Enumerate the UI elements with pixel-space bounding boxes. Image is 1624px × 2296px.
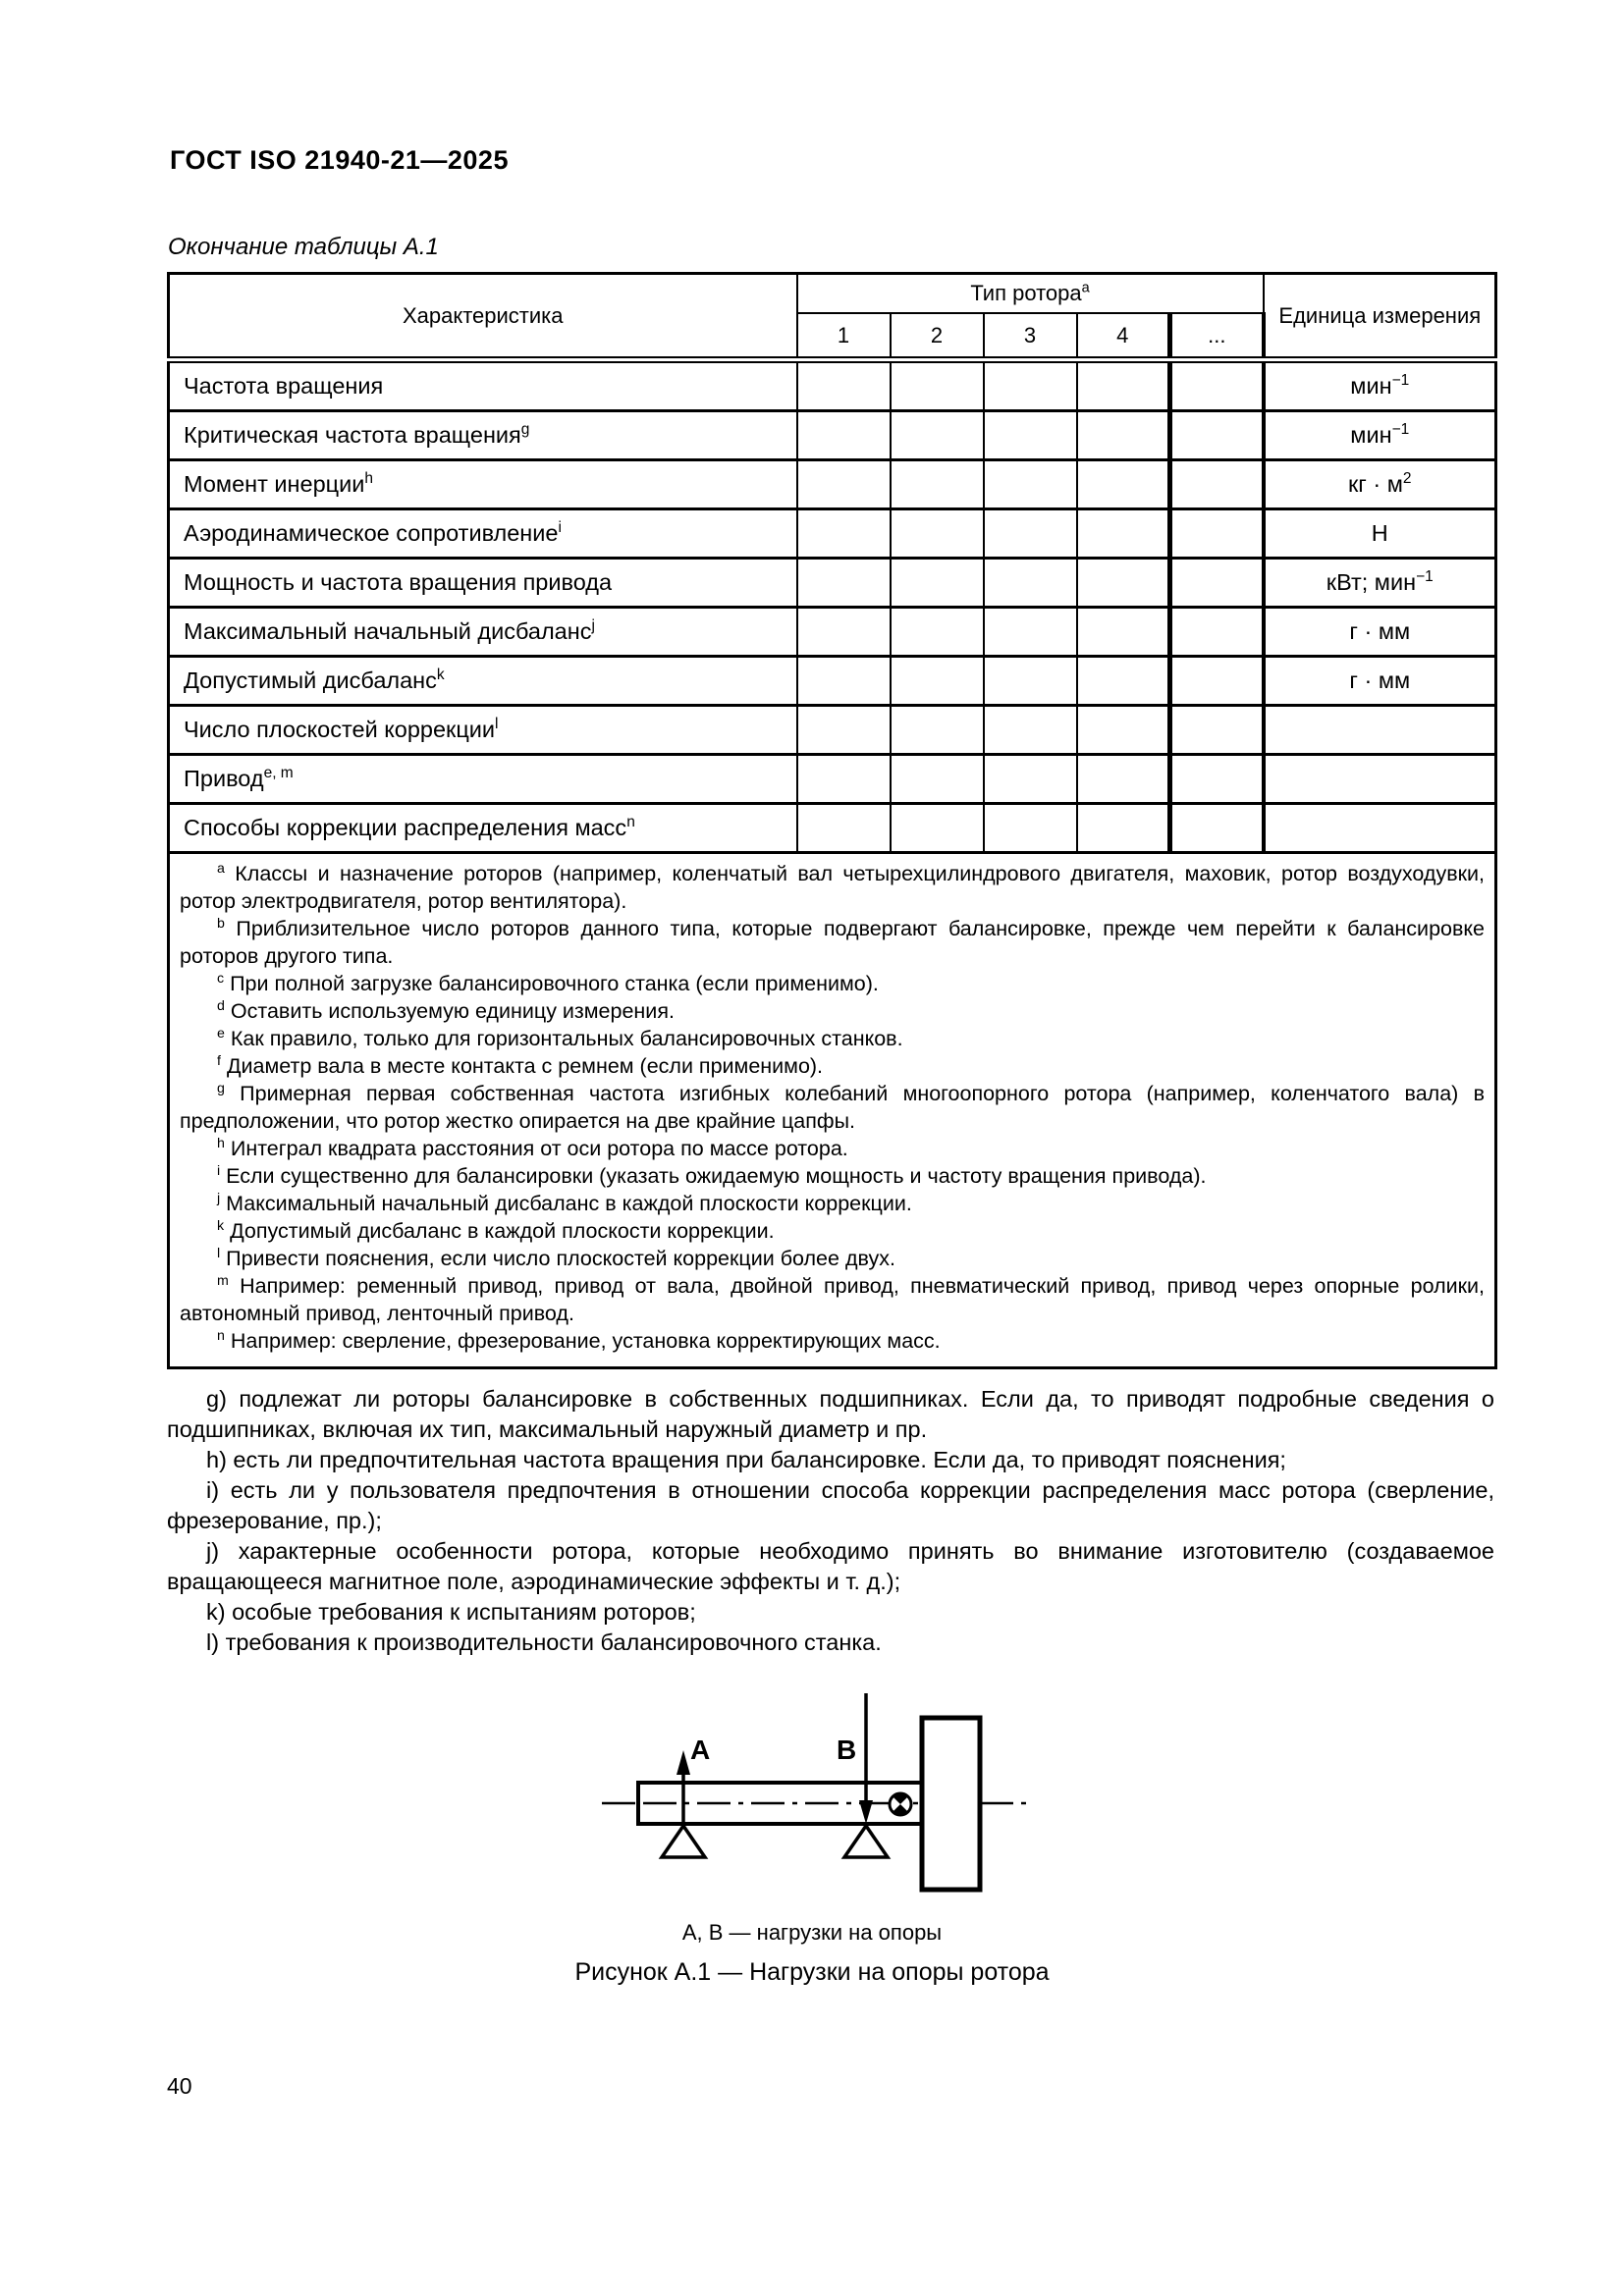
footnote-marker: m (217, 1272, 229, 1289)
unit-exponent: −1 (1391, 372, 1410, 390)
list-item-i: i) есть ли у пользователя предпочтения в отношении способа коррекции распределения масс ротора (сверление, фрезерование, пр.); (167, 1477, 1494, 1533)
col-header-unit: Единица измерения (1264, 274, 1496, 360)
row-footnote-marker: j (591, 617, 595, 635)
type-value-cell (1170, 608, 1264, 657)
footnote-marker: n (217, 1327, 225, 1344)
col-header-type-more: ... (1170, 313, 1264, 360)
list-item-k: k) особые требования к испытаниям роторов; (206, 1599, 696, 1625)
type-value-cell (1170, 360, 1264, 411)
footnote-text: Примерная первая собственная частота изгибных колебаний многоопорного ротора (например, коленчатого вала) в предположении, что ротор жестко опирается на две крайние цапфы. (180, 1082, 1486, 1133)
load-arrow-a-head (677, 1750, 690, 1775)
type-value-cell (797, 804, 891, 853)
footnote-text: Классы и назначение роторов (например, коленчатый вал четырехцилиндрового двигателя, маховик, ротор воздуходувки, ротор электродвигателя, ротор вентилятора). (180, 862, 1486, 913)
type-value-cell (797, 657, 891, 706)
row-label-text: Число плоскостей коррекции (184, 717, 496, 742)
type-value-cell (1077, 706, 1170, 755)
footnote-item (180, 997, 1485, 1025)
type-value-cell (984, 608, 1077, 657)
col-header-type-1: 1 (797, 313, 891, 360)
footnote-marker: i (217, 1162, 221, 1179)
footnote-marker: a (217, 860, 225, 877)
type-value-cell (797, 608, 891, 657)
rotor-type-text: Тип ротора (970, 281, 1082, 305)
rotor-figure-drawing (589, 1669, 1041, 1904)
type-value-cell (891, 460, 984, 509)
figure-label-a: A (690, 1735, 711, 1765)
type-value-cell (797, 360, 891, 411)
footnote-text: При полной загрузке балансировочного станка (если применимо). (230, 972, 879, 995)
row-label-text: Частота вращения (184, 373, 384, 399)
row-label (169, 360, 797, 411)
figure-legend: А, В — нагрузки на опоры (681, 1920, 943, 1945)
unit-exponent: −1 (1416, 568, 1434, 586)
row-footnote-marker: n (626, 814, 635, 831)
row-unit (1264, 360, 1496, 411)
row-unit (1264, 559, 1496, 608)
row-label-text: Способы коррекции распределения масс (184, 815, 627, 840)
unit-text: кВт; мин (1326, 569, 1417, 595)
row-footnote-marker: i (558, 519, 562, 537)
row-label-text: Привод (184, 766, 264, 791)
col-header-type-2: 2 (891, 313, 984, 360)
type-value-cell (984, 411, 1077, 460)
footnote-marker: c (217, 970, 225, 987)
footnote-text: Приблизительное число роторов данного типа, которые подвергают балансировке, прежде чем перейти к балансировке роторов другого типа. (180, 917, 1486, 968)
type-value-cell (891, 559, 984, 608)
doc-code: ГОСТ ISO 21940-21—2025 (170, 145, 509, 175)
row-label-text: Аэродинамическое сопротивление (184, 520, 559, 546)
footnote-item (180, 915, 1485, 970)
footnote-item (180, 1025, 1485, 1052)
type-value-cell (891, 608, 984, 657)
footnote-marker: f (217, 1052, 221, 1069)
row-label-text: Момент инерции (184, 471, 365, 497)
row-label-text: Максимальный начальный дисбаланс (184, 618, 592, 644)
type-value-cell (1170, 559, 1264, 608)
type-value-cell (797, 755, 891, 804)
row-unit (1264, 804, 1496, 853)
footnote-marker: g (217, 1080, 225, 1096)
type-value-cell (1170, 460, 1264, 509)
footnote-item (180, 1052, 1485, 1080)
row-unit (1264, 657, 1496, 706)
table-row (169, 411, 1496, 460)
footnotes-cell (169, 853, 1496, 1368)
type-value-cell (1170, 804, 1264, 853)
list-item-l: l) требования к производительности балансировочного станка. (206, 1629, 882, 1655)
rotor-figure (589, 1669, 1041, 1904)
unit-exponent: 2 (1402, 470, 1412, 488)
footnote-text: Например: ременный привод, привод от вала, двойной привод, пневматический привод, привод через опорные ролики, автономный привод, ленточный привод. (180, 1274, 1486, 1325)
support-triangle-a (662, 1826, 705, 1857)
footnote-item (180, 1217, 1485, 1245)
row-unit (1264, 755, 1496, 804)
table-row (169, 360, 1496, 411)
col-header-characteristic: Характеристика (169, 274, 797, 360)
type-value-cell (1077, 411, 1170, 460)
type-value-cell (891, 804, 984, 853)
type-value-cell (984, 706, 1077, 755)
type-value-cell (1077, 509, 1170, 559)
row-footnote-marker: g (520, 421, 530, 439)
row-unit (1264, 509, 1496, 559)
footnote-item (180, 1190, 1485, 1217)
type-value-cell (984, 559, 1077, 608)
type-value-cell (891, 755, 984, 804)
footnotes-row (169, 853, 1496, 1368)
characteristics-table (167, 272, 1497, 1369)
list-item-h: h) есть ли предпочтительная частота вращения при балансировке. Если да, то приводят пояснения; (206, 1447, 1286, 1472)
type-value-cell (1077, 657, 1170, 706)
type-value-cell (984, 804, 1077, 853)
figure-caption: Рисунок А.1 — Нагрузки на опоры ротора (574, 1958, 1050, 1986)
body-paragraphs (167, 1384, 1494, 1658)
footnote-marker: j (217, 1190, 221, 1206)
footnote-item (180, 1080, 1485, 1135)
footnote-item (180, 860, 1485, 915)
col-header-type-4: 4 (1077, 313, 1170, 360)
row-footnote-marker: h (364, 470, 373, 488)
row-label (169, 657, 797, 706)
type-value-cell (984, 360, 1077, 411)
footnote-marker: k (217, 1217, 225, 1234)
support-triangle-b (844, 1826, 888, 1857)
type-value-cell (1170, 657, 1264, 706)
type-value-cell (1170, 411, 1264, 460)
type-value-cell (891, 657, 984, 706)
row-label (169, 460, 797, 509)
unit-text: мин (1350, 422, 1392, 448)
type-value-cell (797, 460, 891, 509)
row-unit (1264, 460, 1496, 509)
type-value-cell (984, 509, 1077, 559)
table-continuation-label: Окончание таблицы А.1 (168, 234, 439, 260)
footnote-text: Интеграл квадрата расстояния от оси ротора по массе ротора. (230, 1137, 848, 1160)
footnote-text: Привести пояснения, если число плоскостей коррекции более двух. (226, 1247, 895, 1270)
footnote-item (180, 1245, 1485, 1272)
row-label (169, 804, 797, 853)
type-value-cell (984, 657, 1077, 706)
type-value-cell (797, 411, 891, 460)
row-label (169, 706, 797, 755)
footnote-marker: e (217, 1025, 225, 1041)
type-value-cell (891, 360, 984, 411)
type-value-cell (1077, 804, 1170, 853)
footnote-item (180, 1162, 1485, 1190)
footnote-text: Допустимый дисбаланс в каждой плоскости коррекции. (230, 1219, 775, 1243)
row-footnote-marker: l (495, 716, 499, 733)
type-value-cell (891, 411, 984, 460)
footnote-text: Оставить используемую единицу измерения. (230, 999, 675, 1023)
row-label-text: Мощность и частота вращения привода (184, 569, 613, 595)
footnote-marker: d (217, 997, 225, 1014)
rotor-disc (922, 1718, 980, 1890)
table-row (169, 755, 1496, 804)
footnote-item (180, 1272, 1485, 1327)
type-value-cell (891, 706, 984, 755)
footnote-marker: h (217, 1135, 225, 1151)
table-row (169, 657, 1496, 706)
row-label (169, 411, 797, 460)
row-label (169, 559, 797, 608)
col-header-type-3: 3 (984, 313, 1077, 360)
rotor-type-footnote-marker: a (1081, 280, 1090, 296)
row-label-text: Критическая частота вращения (184, 422, 521, 448)
unit-exponent: −1 (1391, 421, 1410, 439)
type-value-cell (797, 509, 891, 559)
figure-label-b: B (837, 1735, 857, 1765)
row-label (169, 509, 797, 559)
row-label (169, 608, 797, 657)
row-footnote-marker: e, m (263, 765, 294, 782)
row-unit (1264, 608, 1496, 657)
footnote-marker: b (217, 915, 225, 932)
type-value-cell (1077, 360, 1170, 411)
footnote-marker: l (217, 1245, 221, 1261)
row-footnote-marker: k (436, 667, 445, 684)
unit-text: мин (1350, 373, 1392, 399)
unit-text: г · мм (1349, 618, 1411, 644)
footnote-item (180, 1327, 1485, 1355)
type-value-cell (1077, 460, 1170, 509)
unit-text: Н (1371, 520, 1388, 546)
footnote-text: Например: сверление, фрезерование, установка корректирующих масс. (230, 1329, 941, 1353)
type-value-cell (984, 460, 1077, 509)
footnote-text: Если существенно для балансировки (указать ожидаемую мощность и частоту вращения привода). (226, 1164, 1207, 1188)
type-value-cell (1077, 755, 1170, 804)
table-row (169, 804, 1496, 853)
row-unit (1264, 411, 1496, 460)
footnote-item (180, 1135, 1485, 1162)
footnote-text: Как правило, только для горизонтальных балансировочных станков. (230, 1027, 903, 1050)
footnote-text: Максимальный начальный дисбаланс в каждой плоскости коррекции. (226, 1192, 912, 1215)
row-unit (1264, 706, 1496, 755)
type-value-cell (797, 706, 891, 755)
footnote-item (180, 970, 1485, 997)
type-value-cell (1170, 706, 1264, 755)
row-label-text: Допустимый дисбаланс (184, 667, 437, 693)
list-item-j: j) характерные особенности ротора, которые необходимо принять во внимание изготовителю (создаваемое вращающееся магнитное поле, аэродинамические эффекты и т. д.); (167, 1538, 1494, 1594)
type-value-cell (1170, 509, 1264, 559)
page-number: 40 (167, 2073, 192, 2099)
row-label (169, 755, 797, 804)
type-value-cell (891, 509, 984, 559)
type-value-cell (984, 755, 1077, 804)
table-row (169, 460, 1496, 509)
col-header-rotor-type (797, 274, 1264, 314)
list-item-g: g) подлежат ли роторы балансировке в собственных подшипниках. Если да, то приводят подробные сведения о подшипниках, включая их тип, максимальный наружный диаметр и пр. (167, 1386, 1494, 1442)
table-row (169, 706, 1496, 755)
type-value-cell (1170, 755, 1264, 804)
unit-text: кг · м (1348, 471, 1403, 497)
table-row (169, 559, 1496, 608)
table-row (169, 509, 1496, 559)
table-row (169, 608, 1496, 657)
type-value-cell (1077, 559, 1170, 608)
footnote-text: Диаметр вала в месте контакта с ремнем (если применимо). (226, 1054, 824, 1078)
unit-text: г · мм (1349, 667, 1411, 693)
type-value-cell (797, 559, 891, 608)
type-value-cell (1077, 608, 1170, 657)
